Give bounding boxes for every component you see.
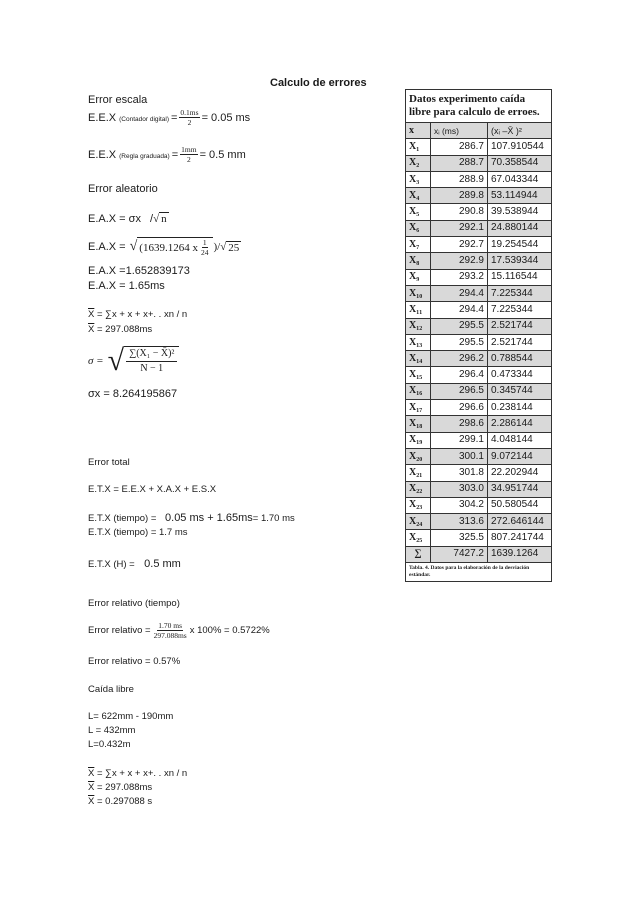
row-xi-cell: 295.5 — [431, 318, 488, 334]
table-row — [406, 253, 552, 269]
eex-eq: = — [170, 111, 178, 124]
heading-error-aleatorio: Error aleatorio — [88, 183, 158, 195]
row-x-cell: X₂₂ — [406, 481, 431, 497]
row-xi-cell: 292.1 — [431, 220, 488, 236]
row-x-cell: X₂₅ — [406, 530, 431, 546]
row-x-cell: X₁₆ — [406, 383, 431, 399]
row-xi-cell: 289.8 — [431, 188, 488, 204]
etx-tiempo-line-2: E.T.X (tiempo) = 1.7 ms — [88, 527, 188, 538]
row-xi-cell: 296.4 — [431, 367, 488, 383]
table-row — [406, 171, 552, 187]
row-dev-cell: 19.254544 — [488, 237, 552, 253]
row-dev-cell: 53.114944 — [488, 188, 552, 204]
total-x-cell: ∑ — [406, 546, 431, 562]
eex2-fraction — [180, 145, 197, 164]
eex-num: 0.1ms — [180, 108, 199, 117]
error-relativo-fraction — [153, 621, 188, 640]
eex2-num: 1mm — [181, 145, 197, 154]
table-header-row — [406, 90, 552, 123]
eax-calc-left: E.A.X = — [88, 241, 126, 253]
table-row — [406, 416, 552, 432]
sigma-den: N − 1 — [140, 363, 164, 374]
table-row — [406, 139, 552, 155]
table-row — [406, 514, 552, 530]
caida-mean-xbar: $\overline{X}$ — [88, 768, 95, 779]
eax-calc-num: 1 — [202, 238, 207, 247]
table-column-header-row — [406, 123, 552, 139]
eex-sub: (Contador digital) — [119, 115, 169, 123]
caida-mean-s-rest: = 0.297088 s — [94, 796, 153, 807]
caida-mean-s-xbar: $\overline{X}$ — [88, 796, 95, 807]
col-xi-header: xᵢ (ms) — [431, 123, 488, 139]
table-row — [406, 367, 552, 383]
table-row — [406, 530, 552, 546]
sigma-radical — [124, 346, 179, 376]
mean-value-xbar: $\overline{X}$ — [88, 324, 95, 335]
table-row — [406, 188, 552, 204]
row-xi-cell: 303.0 — [431, 481, 488, 497]
table-row — [406, 465, 552, 481]
eex-fraction — [179, 108, 199, 127]
row-dev-cell: 0.788544 — [488, 351, 552, 367]
row-xi-cell: 288.9 — [431, 171, 488, 187]
eex2-sub: (Regla graduada) — [119, 152, 170, 160]
table-row — [406, 481, 552, 497]
table-row — [406, 269, 552, 285]
row-x-cell: X₂₃ — [406, 497, 431, 513]
table-caption-row — [406, 563, 552, 582]
row-x-cell: X₁₇ — [406, 400, 431, 416]
table-row — [406, 204, 552, 220]
row-dev-cell: 17.539344 — [488, 253, 552, 269]
row-xi-cell: 292.9 — [431, 253, 488, 269]
row-x-cell: X₁₀ — [406, 285, 431, 301]
eax-calc-fraction — [200, 238, 210, 257]
caida-l1: L= 622mm - 190mm — [88, 711, 174, 722]
row-dev-cell: 24.880144 — [488, 220, 552, 236]
etx-tiempo-result: = 1.70 ms — [252, 513, 295, 524]
row-dev-cell: 50.580544 — [488, 497, 552, 513]
row-dev-cell: 15.116544 — [488, 269, 552, 285]
error-relativo-num: 1.70 ms — [158, 621, 183, 630]
eax-formula: E.A.X = σx /√ n — [88, 213, 167, 225]
row-xi-cell: 298.6 — [431, 416, 488, 432]
etx-formula: E.T.X = E.E.X + X.A.X + E.S.X — [88, 484, 217, 495]
row-dev-cell: 0.473344 — [488, 367, 552, 383]
error-relativo-result: Error relativo = 0.57% — [88, 656, 181, 667]
caida-mean-ms-xbar: $\overline{X}$ — [88, 782, 95, 793]
row-xi-cell: 301.8 — [431, 465, 488, 481]
etx-h-label: E.T.X (H) = — [88, 559, 135, 570]
mean-value-rest: = 297.088ms — [94, 324, 153, 335]
col-dev-header: (xᵢ –X̄ )² — [488, 123, 552, 139]
row-xi-cell: 300.1 — [431, 448, 488, 464]
row-dev-cell: 0.238144 — [488, 400, 552, 416]
row-x-cell: X₁₂ — [406, 318, 431, 334]
eax-formula-slash: / — [150, 213, 154, 225]
heading-caida-libre: Caída libre — [88, 684, 134, 695]
eex-regla-line — [88, 145, 246, 164]
table-total-row — [406, 546, 552, 562]
table-row — [406, 155, 552, 171]
eax-calc: E.A.X = √ (1639.1264 x $\frac{1}{24}$ )/ √ 25 — [88, 238, 240, 257]
total-dev-cell: 1639.1264 — [488, 546, 552, 562]
row-dev-cell: 2.521744 — [488, 334, 552, 350]
eax-calc-close: )/ — [213, 241, 221, 253]
row-x-cell: X₇ — [406, 237, 431, 253]
row-x-cell: X₁₉ — [406, 432, 431, 448]
etx-h-line — [88, 554, 181, 572]
caida-l2: L = 432mm — [88, 725, 136, 736]
row-x-cell: X₄ — [406, 188, 431, 204]
row-dev-cell: 807.241744 — [488, 530, 552, 546]
row-xi-cell: 288.7 — [431, 155, 488, 171]
caida-mean-rest: = ∑x + x + x+. . xn / n — [94, 768, 188, 779]
sigma-lhs: σ = — [88, 355, 104, 367]
etx-h-value: 0.5 mm — [144, 558, 181, 570]
row-xi-cell: 296.2 — [431, 351, 488, 367]
row-dev-cell: 272.646144 — [488, 514, 552, 530]
eex-result: = 0.05 ms — [201, 111, 251, 124]
row-x-cell: X₁₁ — [406, 302, 431, 318]
heading-error-total: Error total — [88, 457, 130, 468]
table-header: Datos experimento caída libre para calculo de erroes. — [406, 90, 552, 123]
table-row — [406, 334, 552, 350]
page-title: Calculo de errores — [270, 77, 367, 89]
row-x-cell: X₁₃ — [406, 334, 431, 350]
row-dev-cell: 67.043344 — [488, 171, 552, 187]
table-row — [406, 302, 552, 318]
mean-formula-rest: = ∑x + x + x+. . xn / n — [94, 309, 188, 320]
eex2-den: 2 — [186, 155, 191, 164]
eax-calc-inner: (1639.1264 x — [139, 241, 198, 254]
row-xi-cell: 313.6 — [431, 514, 488, 530]
caida-mean-ms-rest: = 297.088ms — [94, 782, 153, 793]
mean-formula — [88, 309, 187, 320]
eax-formula-left: E.A.X = σx — [88, 213, 141, 225]
eex-contador-line — [88, 108, 250, 127]
row-x-cell: X₂ — [406, 155, 431, 171]
row-x-cell: X₅ — [406, 204, 431, 220]
row-xi-cell: 299.1 — [431, 432, 488, 448]
row-xi-cell: 292.7 — [431, 237, 488, 253]
total-xi-cell: 7427.2 — [431, 546, 488, 562]
eex2-eq: = — [171, 148, 179, 161]
row-dev-cell: 22.202944 — [488, 465, 552, 481]
table-row — [406, 285, 552, 301]
row-x-cell: X₁₅ — [406, 367, 431, 383]
table-row — [406, 383, 552, 399]
row-x-cell: X₁₄ — [406, 351, 431, 367]
row-dev-cell: 34.951744 — [488, 481, 552, 497]
row-x-cell: X₂₁ — [406, 465, 431, 481]
heading-error-escala: Error escala — [88, 94, 148, 106]
row-dev-cell: 70.358544 — [488, 155, 552, 171]
row-x-cell: X₃ — [406, 171, 431, 187]
row-xi-cell: 295.5 — [431, 334, 488, 350]
eex2-label: E.E.X — [88, 148, 117, 161]
row-x-cell: X₈ — [406, 253, 431, 269]
caida-mean-formula — [88, 768, 187, 779]
row-x-cell: X₁ — [406, 139, 431, 155]
table-row — [406, 432, 552, 448]
table-row — [406, 220, 552, 236]
row-xi-cell: 294.4 — [431, 302, 488, 318]
row-xi-cell: 290.8 — [431, 204, 488, 220]
row-dev-cell: 7.225344 — [488, 285, 552, 301]
eax-calc-den: 24 — [200, 248, 209, 257]
row-xi-cell: 296.5 — [431, 383, 488, 399]
row-dev-cell: 2.521744 — [488, 318, 552, 334]
eex2-result: = 0.5 mm — [199, 148, 246, 161]
row-dev-cell: 39.538944 — [488, 204, 552, 220]
row-x-cell: X₂₄ — [406, 514, 431, 530]
mean-xbar: $\overline{X}$ — [88, 309, 95, 320]
row-dev-cell: 4.048144 — [488, 432, 552, 448]
row-xi-cell: 304.2 — [431, 497, 488, 513]
row-x-cell: X₉ — [406, 269, 431, 285]
eex-den: 2 — [187, 118, 192, 127]
error-relativo-den: 297.088ms — [153, 631, 187, 640]
heading-error-relativo: Error relativo (tiempo) — [88, 598, 180, 609]
table-row — [406, 318, 552, 334]
error-relativo-rest: x 100% = 0.5722% — [189, 625, 270, 636]
etx-tiempo-label: E.T.X (tiempo) = — [88, 513, 157, 524]
table-caption: Tabla. 4. Datos para la elaboración de la desviación estándar. — [406, 563, 552, 582]
error-relativo-label: Error relativo = — [88, 625, 151, 636]
etx-tiempo-value: 0.05 ms + 1.65ms — [165, 512, 253, 524]
eax-formula-radicand: n — [161, 213, 167, 225]
etx-tiempo-line-1 — [88, 512, 295, 524]
row-xi-cell: 296.6 — [431, 400, 488, 416]
caida-mean-ms — [88, 782, 152, 793]
row-xi-cell: 286.7 — [431, 139, 488, 155]
sigma-formula: σ = √ $\frac{\text{∑(X₁ − X̄)²}}{N - 1}$ — [88, 346, 179, 376]
sigma-value: σx = 8.264195867 — [88, 388, 178, 400]
row-dev-cell: 2.286144 — [488, 416, 552, 432]
table-row — [406, 448, 552, 464]
table-row — [406, 351, 552, 367]
caida-mean-s — [88, 796, 152, 807]
eax-value-2: E.A.X = 1.65ms — [88, 280, 165, 292]
caida-l3: L=0.432m — [88, 739, 131, 750]
table-row — [406, 400, 552, 416]
eax-calc-radicand: 25 — [228, 241, 240, 254]
col-x-header: x — [406, 123, 431, 139]
row-x-cell: X₆ — [406, 220, 431, 236]
table-row — [406, 497, 552, 513]
row-xi-cell: 294.4 — [431, 285, 488, 301]
row-dev-cell: 0.345744 — [488, 383, 552, 399]
row-xi-cell: 325.5 — [431, 530, 488, 546]
table-row — [406, 237, 552, 253]
row-x-cell: X₂₀ — [406, 448, 431, 464]
eex-label: E.E.X — [88, 111, 117, 124]
mean-value — [88, 324, 152, 335]
row-dev-cell: 9.072144 — [488, 448, 552, 464]
row-xi-cell: 293.2 — [431, 269, 488, 285]
row-x-cell: X₁₈ — [406, 416, 431, 432]
row-dev-cell: 7.225344 — [488, 302, 552, 318]
eax-calc-radical — [137, 237, 213, 257]
data-table — [405, 89, 552, 582]
sigma-num: ∑(X₁ − X̄)² — [126, 347, 177, 362]
error-relativo-calc — [88, 621, 270, 640]
eax-value-1: E.A.X =1.652839173 — [88, 265, 190, 277]
row-dev-cell: 107.910544 — [488, 139, 552, 155]
